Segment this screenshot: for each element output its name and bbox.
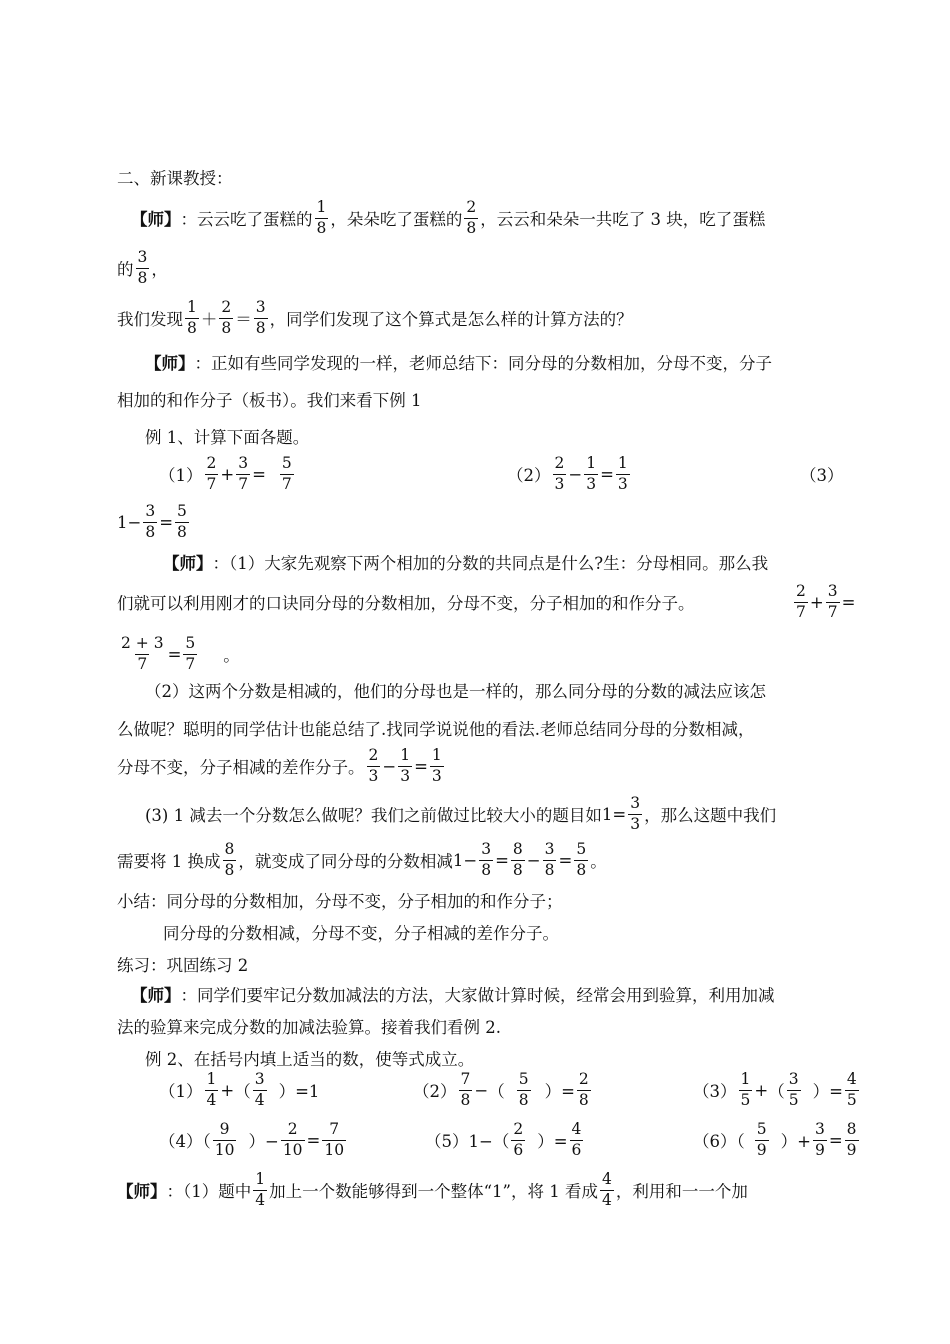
numerator: 2 (368, 745, 379, 764)
fraction (281, 1121, 305, 1160)
text: − (474, 1080, 489, 1100)
text: 1− (452, 850, 478, 870)
fraction (464, 199, 478, 238)
denominator: 8 (187, 318, 197, 337)
text: 需要将 1 换成 (117, 852, 221, 871)
numerator: 5 (518, 1069, 529, 1088)
text: ）=1 (278, 1082, 320, 1101)
denominator: 8 (578, 1090, 589, 1109)
fraction (577, 1071, 591, 1110)
fraction (136, 249, 150, 288)
denominator: 5 (846, 1090, 857, 1109)
text: ）− (248, 1132, 279, 1151)
denominator: 8 (255, 318, 266, 337)
teacher-label: 【师】 (131, 986, 181, 1005)
text: = (612, 804, 627, 824)
text: ）= (544, 1082, 575, 1101)
ex1-item-3-label: （3） (800, 466, 844, 485)
fraction (570, 1121, 584, 1160)
numerator: 2 (221, 297, 232, 316)
numerator: 4 (601, 1169, 612, 1188)
denominator: 9 (846, 1140, 857, 1159)
text: ，朵朵吃了蛋糕的 (330, 210, 463, 229)
numerator: 1 (206, 1069, 217, 1088)
text: − (382, 756, 397, 776)
teacher-label: 【师】 (145, 354, 195, 373)
text: = (159, 512, 174, 532)
text: + (754, 1080, 769, 1100)
numerator: 3 (544, 839, 555, 858)
denominator: 5 (740, 1090, 751, 1109)
text: = (167, 644, 182, 664)
denominator: 3 (630, 814, 641, 833)
text: （3） (693, 1082, 737, 1101)
numerator: 4 (846, 1069, 857, 1088)
denominator: 7 (185, 654, 196, 673)
plus-sign: ＋ (200, 310, 218, 329)
text: 的 (117, 260, 134, 279)
text: （6）（ (693, 1132, 745, 1151)
text: = (306, 1130, 321, 1150)
text: ，利用和一一个加 (615, 1182, 748, 1201)
text: 1 (601, 804, 613, 824)
denominator: 7 (238, 474, 249, 493)
text: （ (488, 1082, 505, 1101)
fraction (236, 455, 250, 494)
denominator: 3 (586, 474, 597, 493)
text: ：正如有些同学发现的一样，老师总结下：同分母的分数相加，分母不变，分子 (194, 354, 772, 373)
text: ，那么这题中我们 (644, 806, 777, 825)
teacher-label: 【师】 (117, 1182, 167, 1201)
text: 分母不变，分子相减的差作分子。 (117, 758, 365, 777)
fraction (213, 1121, 237, 1160)
fraction (315, 199, 329, 238)
text: + (809, 592, 824, 612)
numerator: 1 (187, 297, 197, 316)
numerator: 2 (554, 453, 565, 472)
fraction (430, 747, 444, 786)
text: ）= (537, 1132, 568, 1151)
example2-title: 例 2、在括号内填上适当的数，使等式成立。 (145, 1050, 475, 1069)
text: 。 (590, 852, 607, 871)
denominator: 6 (513, 1140, 524, 1159)
denominator: 3 (400, 766, 411, 785)
text: − (526, 850, 541, 870)
numerator: 2 (578, 1069, 589, 1088)
numerator: 3 (137, 247, 148, 266)
numerator: 3 (254, 1069, 265, 1088)
fraction (845, 1071, 859, 1110)
fraction (322, 1121, 346, 1160)
numerator: 1 (586, 453, 597, 472)
text: ：同学们要牢记分数加减法的方法，大家做计算时候，经常会用到验算，利用加减 (180, 986, 775, 1005)
text: 法的验算来完成分数的加减法验算。接着我们看例 2. (117, 1018, 501, 1037)
section-title: 二、新课教授： (117, 169, 233, 188)
denominator: 8 (544, 860, 555, 879)
numerator: 5 (185, 633, 196, 652)
example1-title: 例 1、计算下面各题。 (145, 428, 310, 447)
denominator: 9 (756, 1140, 767, 1159)
numerator: 2 + 3 (121, 633, 164, 652)
numerator: 8 (512, 839, 523, 858)
fraction (280, 455, 294, 494)
numerator: 1 (400, 745, 411, 764)
text: = (600, 464, 614, 484)
denominator: 8 (518, 1090, 529, 1109)
text (117, 1160, 748, 1220)
text: 我们发现 (117, 310, 183, 329)
fraction (813, 1121, 827, 1160)
numerator: 4 (571, 1119, 582, 1138)
numerator: 1 (255, 1169, 266, 1188)
formula (792, 572, 855, 632)
denominator: 7 (137, 654, 148, 673)
text: （ (768, 1082, 785, 1101)
text: （ (234, 1082, 251, 1101)
fraction (367, 747, 381, 786)
text: （1） (159, 466, 203, 485)
denominator: 3 (617, 474, 628, 493)
fraction (616, 455, 630, 494)
fraction (511, 1121, 525, 1160)
text: ：（1）题中 (166, 1182, 252, 1201)
text: 1− (117, 512, 142, 532)
denominator: 8 (221, 318, 232, 337)
text: 么做呢？聪明的同学估计也能总结了.找同学说说他的看法.老师总结同分母的分数相减， (117, 720, 755, 739)
numerator: 2 (513, 1119, 524, 1138)
denominator: 3 (554, 474, 565, 493)
numerator: 7 (329, 1119, 340, 1138)
fraction (739, 1071, 753, 1110)
numerator: 7 (460, 1069, 471, 1088)
fraction (205, 455, 219, 494)
text: ，同学们发现了这个算式是怎么样的计算方法的？ (269, 310, 633, 329)
text: = (414, 756, 428, 776)
text: = (828, 1130, 843, 1150)
text: + (220, 464, 235, 484)
fraction (600, 1171, 614, 1210)
numerator: 3 (255, 297, 266, 316)
denominator: 8 (137, 268, 148, 287)
text: ：云云吃了蛋糕的 (180, 210, 313, 229)
numerator: 1 (431, 745, 442, 764)
text: （2） (413, 1082, 457, 1101)
fraction (553, 455, 567, 494)
denominator: 9 (814, 1140, 825, 1159)
text: （4）（ (159, 1132, 211, 1151)
numerator: 1 (617, 453, 628, 472)
fraction (628, 795, 642, 834)
text: ：（1）大家先观察下两个相加的分数的共同点是什么?生：分母相同。那么我 (212, 554, 769, 573)
numerator: 3 (630, 793, 641, 812)
numerator: 5 (177, 501, 187, 520)
fraction (826, 583, 840, 622)
text: ，云云和朵朵一共吃了 3 块，吃了蛋糕 (480, 210, 766, 229)
text: + (220, 1080, 235, 1100)
numerator: 2 (796, 581, 806, 600)
denominator: 5 (788, 1090, 799, 1109)
summary-text: 小结：同分母的分数相加，分母不变，分子相加的和作分子； (117, 892, 563, 911)
fraction (253, 1071, 267, 1110)
denominator: 10 (324, 1140, 345, 1159)
denominator: 8 (316, 218, 327, 237)
denominator: 7 (206, 474, 217, 493)
numerator: 3 (827, 581, 838, 600)
text: （5）1−（ (425, 1132, 510, 1151)
fraction (398, 747, 412, 786)
fraction (787, 1071, 801, 1110)
denominator: 8 (460, 1090, 471, 1109)
teacher-label: 【师】 (131, 210, 181, 229)
denominator: 8 (145, 522, 156, 541)
line-p4b (0, 572, 950, 632)
denominator: 10 (214, 1140, 235, 1159)
fraction (845, 1121, 859, 1160)
fraction (205, 1071, 219, 1110)
numerator: 1 (740, 1069, 751, 1088)
denominator: 6 (571, 1140, 582, 1159)
text: ）+ (780, 1132, 811, 1151)
text: （1） (159, 1082, 203, 1101)
numerator: 1 (316, 197, 327, 216)
numerator: 2 (466, 197, 477, 216)
fraction (794, 583, 808, 622)
summary-text: 同分母的分数相减，分母不变，分子相减的差作分子。 (163, 924, 559, 943)
numerator: 3 (814, 1119, 825, 1138)
text: ）= (812, 1082, 843, 1101)
numerator: 3 (145, 501, 156, 520)
fraction (517, 1071, 531, 1110)
text: ，就变成了同分母的分数相减 (238, 852, 453, 871)
text: = (841, 592, 856, 612)
denominator: 8 (224, 860, 235, 879)
denominator: 10 (282, 1140, 303, 1159)
numerator: 5 (281, 453, 292, 472)
text: 们就可以利用刚才的口诀同分母的分数相加，分母不变，分子相加的和作分子。 (117, 594, 695, 613)
numerator: 2 (287, 1119, 298, 1138)
practice-text: 练习：巩固练习 2 (117, 956, 249, 975)
fraction (755, 1121, 769, 1160)
denominator: 3 (431, 766, 442, 785)
numerator: 5 (756, 1119, 767, 1138)
denominator: 4 (206, 1090, 217, 1109)
numerator: 3 (481, 839, 492, 858)
denominator: 3 (368, 766, 379, 785)
denominator: 4 (254, 1090, 265, 1109)
denominator: 7 (281, 474, 292, 493)
text: = (252, 464, 266, 484)
denominator: 4 (601, 1190, 612, 1209)
fraction (584, 455, 598, 494)
text: （2） (507, 466, 551, 485)
denominator: 4 (255, 1190, 266, 1209)
denominator: 8 (466, 218, 477, 237)
denominator: 8 (481, 860, 492, 879)
numerator: 8 (846, 1119, 857, 1138)
line-p9 (0, 1160, 950, 1220)
text: 。 (223, 646, 240, 665)
denominator: 7 (827, 602, 838, 621)
denominator: 7 (796, 602, 806, 621)
text: = (495, 850, 509, 870)
numerator: 5 (576, 839, 587, 858)
denominator: 8 (576, 860, 587, 879)
text: （2）这两个分数是相减的，他们的分母也是一样的，那么同分母的分数的减法应该怎 (145, 682, 766, 701)
numerator: 2 (206, 453, 217, 472)
numerator: 8 (224, 839, 235, 858)
text: 加上一个数能够得到一个整体“1”，将 1 看成 (269, 1182, 598, 1201)
text: = (558, 850, 573, 870)
text: − (568, 464, 583, 484)
fraction (253, 1171, 267, 1210)
numerator: 9 (219, 1119, 230, 1138)
numerator: 3 (238, 453, 249, 472)
text: (3) 1 减去一个分数怎么做呢？我们之前做过比较大小的题目如 (145, 806, 602, 825)
numerator: 3 (788, 1069, 799, 1088)
denominator: 8 (177, 522, 187, 541)
text: ， (151, 260, 168, 279)
denominator: 8 (512, 860, 523, 879)
teacher-label: 【师】 (163, 554, 213, 573)
fraction (459, 1071, 473, 1110)
text: 相加的和作分子（板书）。我们来看下例 1 (117, 391, 422, 410)
equals-sign: ＝ (235, 310, 252, 329)
